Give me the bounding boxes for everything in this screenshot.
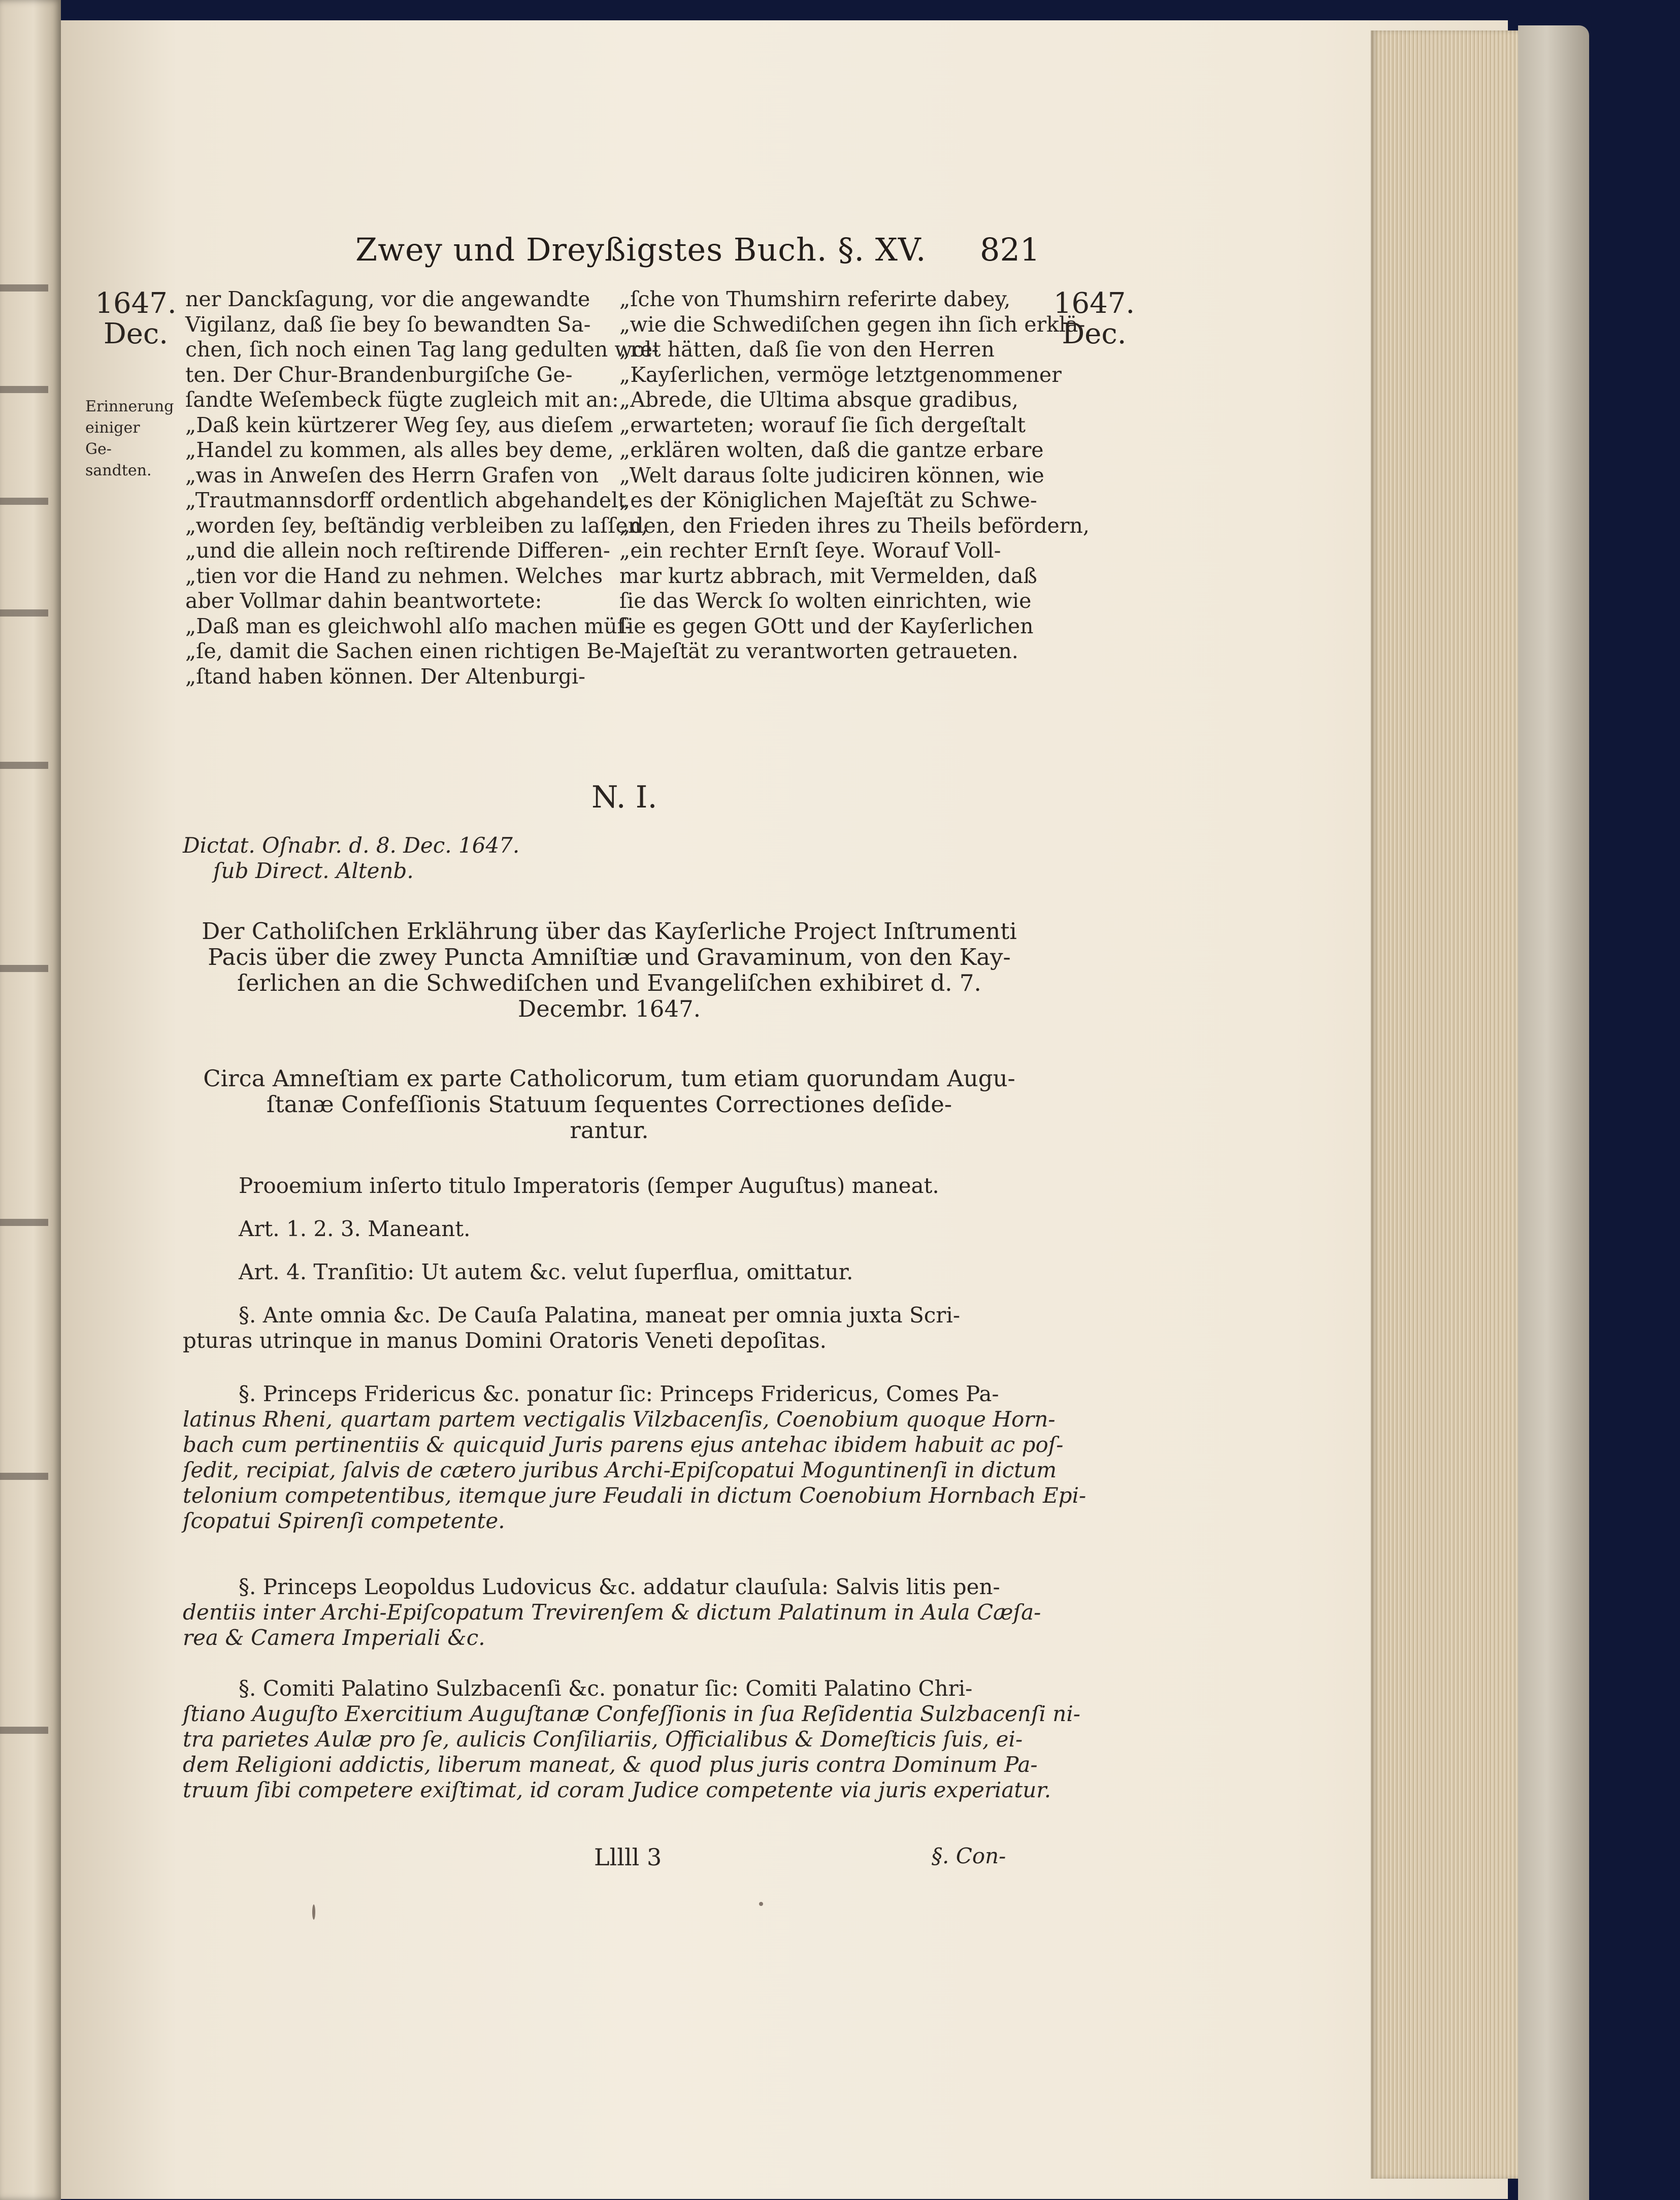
dictat-line: ſub Direct. Altenb. — [213, 858, 414, 883]
document-title — [183, 918, 1036, 1022]
text-line: „und die allein noch reſtirende Differen- — [185, 538, 610, 563]
para-line: Prooemium inſerto titulo Imperatoris (ſemper Auguſtus) maneat. — [239, 1173, 939, 1198]
paragraph-comiti-palatino — [183, 1676, 1080, 1803]
text-line: „es der Königlichen Majeſtät zu Schwe- — [619, 488, 1037, 512]
text-line: ſie das Werck ſo wolten einrichten, wie — [619, 589, 1032, 613]
title-line: Der Catholiſchen Erklährung über das Kayſerliche Project Inſtrumenti — [202, 918, 1017, 945]
para-line: §. Comiti Palatino Sulzbacenſi &c. ponatur ſic: Comiti Palatino Chri- — [239, 1676, 973, 1701]
title-line: Decembr. 1647. — [517, 995, 701, 1022]
text-line: „den, den Frieden ihres zu Theils befördern, — [619, 513, 1090, 538]
text-line: Vigilanz, daß ſie bey ſo bewandten Sa- — [185, 312, 591, 337]
paragraph-princeps-leopoldus — [183, 1574, 1041, 1651]
text-line: „was in Anweſen des Herrn Grafen von — [185, 463, 599, 488]
text-line: mar kurtz abbrach, mit Vermelden, daß — [619, 563, 1037, 588]
text-line: „Daß kein kürtzerer Weg ſey, aus dieſem — [185, 412, 613, 437]
text-line: „Abrede, die Ultima absque gradibus, — [619, 387, 1018, 412]
page-number: 821 — [980, 231, 1040, 268]
para-line: Art. 4. Tranſitio: Ut autem &c. velut ſuperflua, omittatur. — [239, 1259, 853, 1284]
text-line: „ſe, damit die Sachen einen richtigen Be- — [185, 639, 621, 663]
para-line: §. Ante omnia &c. De Cauſa Palatina, maneat per omnia juxta Scri- — [239, 1303, 961, 1328]
text-line: „ſtand haben können. Der Altenburgi- — [185, 664, 585, 689]
right-margin-month: Dec. — [1062, 317, 1127, 350]
text-line: „Welt daraus ſolte judiciren können, wie — [619, 463, 1044, 488]
para-line: latinus Rheni, quartam partem vectigalis Vilzbacenſis, Coenobium quoque Horn- — [183, 1407, 1056, 1432]
para-line: dentiis inter Archi-Epiſcopatum Trevirenſem & dictum Palatinum in Aula Cæſa- — [183, 1600, 1041, 1625]
title-line: ſerlichen an die Schwediſchen und Evangeliſchen exhibiret d. 7. — [237, 969, 981, 996]
dictat-line: Dictat. Oſnabr. d. 8. Dec. 1647. — [183, 833, 520, 858]
document-subtitle — [183, 1065, 1036, 1143]
text-line: ner Danckſagung, vor die angewandte — [185, 287, 590, 311]
margin-note — [85, 396, 174, 481]
running-head: Zwey und Dreyßigstes Buch. §. XV. — [355, 231, 927, 268]
text-line: ſie es gegen GOtt und der Kayſerlichen — [619, 613, 1034, 638]
para-line: tra parietes Aulæ pro ſe, aulicis Conſiliariis, Officialibus & Domeſticis ſuis, ei- — [183, 1727, 1023, 1752]
text-line: „erklären wolten, daß die gantze erbare — [619, 438, 1044, 462]
text-line: „worden ſey, beſtändig verbleiben zu laſſen, — [185, 513, 648, 538]
text-line: ſandte Weſembeck fügte zugleich mit an: — [185, 387, 619, 412]
subtitle-line: Circa Amneſtiam ex parte Catholicorum, tum etiam quorundam Augu- — [203, 1065, 1015, 1092]
title-line: Pacis über die zwey Puncta Amniſtiæ und Gravaminum, von den Kay- — [208, 944, 1011, 970]
dictat-note — [183, 833, 519, 884]
para-line: rea & Camera Imperiali &c. — [183, 1625, 485, 1650]
paragraph-princeps-fridericus — [183, 1381, 1086, 1534]
subtitle-line: rantur. — [570, 1117, 649, 1144]
catchword: §. Con- — [932, 1843, 1006, 1868]
para-line: §. Princeps Fridericus &c. ponatur ſic: Princeps Fridericus, Comes Pa- — [239, 1381, 999, 1406]
paragraph-prooemium — [183, 1173, 1092, 1199]
text-line: „ſche von Thumshirn referirte dabey, — [619, 287, 1011, 311]
text-line: „erwarteten; worauf ſie ſich dergeſtalt — [619, 412, 1026, 437]
right-text-column — [619, 287, 1090, 664]
para-line: telonium competentibus, itemque jure Feudali in dictum Coenobium Hornbach Epi- — [183, 1483, 1086, 1508]
paragraph-art-4 — [183, 1259, 1092, 1285]
text-line: „Daß man es gleichwohl alſo machen müſ- — [185, 613, 632, 638]
margin-note-line: Erinnerung — [85, 398, 174, 415]
left-margin-year: 1647. — [95, 287, 177, 320]
left-margin-date — [94, 288, 178, 349]
text-line: „ret hätten, daß ſie von den Herren — [619, 337, 995, 362]
right-margin-year: 1647. — [1053, 287, 1135, 320]
ink-speck — [312, 1904, 315, 1920]
text-line: Majeſtät zu verantworten getraueten. — [619, 639, 1018, 663]
text-line: „Kayſerlichen, vermöge letztgenommener — [619, 362, 1062, 387]
para-line: bach cum pertinentiis & quicquid Juris parens ejus antehac ibidem habuit ac poſ- — [183, 1432, 1064, 1457]
margin-note-line: einiger Ge- — [85, 419, 140, 458]
para-line: dem Religioni addictis, liberum maneat, & quod plus juris contra Dominum Pa- — [183, 1752, 1038, 1777]
text-line: „Handel zu kommen, als alles bey deme, — [185, 438, 614, 462]
left-margin-month: Dec. — [103, 317, 169, 350]
para-line: ſcopatui Spirenſi competente. — [183, 1508, 505, 1533]
text-line: „ein rechter Ernſt ſeye. Worauf Voll- — [619, 538, 1001, 563]
section-heading: N. I. — [591, 780, 657, 815]
para-line: truum ſibi competere exiſtimat, id coram Judice competente via juris experiatur. — [183, 1777, 1051, 1802]
para-line: ſtiano Auguſto Exercitium Auguſtanæ Confeſſionis in ſua Reſidentia Sulzbacenſi ni- — [183, 1701, 1080, 1726]
text-line: chen, ſich noch einen Tag lang gedulten wol- — [185, 337, 659, 362]
left-text-column — [185, 287, 659, 689]
margin-note-line: sandten. — [85, 462, 152, 479]
para-line: ſedit, recipiat, ſalvis de cætero juribus Archi-Epiſcopatui Moguntinenſi in dictum — [183, 1458, 1057, 1482]
subtitle-line: ſtanæ Confeſſionis Statuum ſequentes Correctiones deſide- — [266, 1091, 952, 1118]
para-line: pturas utrinque in manus Domini Oratoris Veneti depoſitas. — [183, 1328, 827, 1353]
paragraph-art-1-3 — [183, 1216, 1092, 1242]
text-line: „Trautmannsdorff ordentlich abgehandelt — [185, 488, 627, 512]
text-line: „tien vor die Hand zu nehmen. Welches — [185, 563, 603, 588]
paragraph-ante-omnia — [183, 1303, 1036, 1353]
signature-mark: Lllll 3 — [594, 1843, 662, 1871]
ink-speck — [759, 1902, 763, 1906]
para-line: Art. 1. 2. 3. Maneant. — [239, 1216, 471, 1241]
para-line: §. Princeps Leopoldus Ludovicus &c. addatur clauſula: Salvis litis pen- — [239, 1574, 1000, 1599]
text-line: ten. Der Chur-Brandenburgiſche Ge- — [185, 362, 573, 387]
text-line: „wie die Schwediſchen gegen ihn ſich erklä- — [619, 312, 1085, 337]
text-line: aber Vollmar dahin beantwortete: — [185, 589, 542, 613]
